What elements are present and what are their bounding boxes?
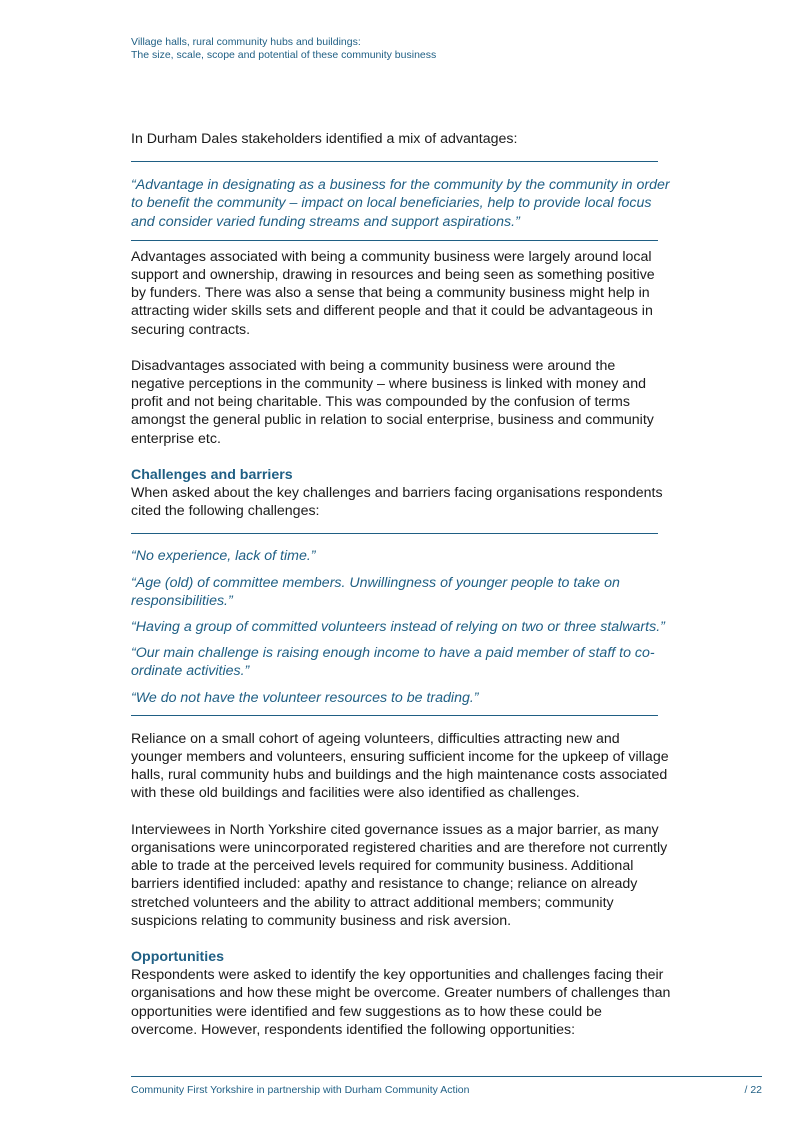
paragraph-advantages: Advantages associated with being a community business were largely around local support and ownership, drawing in resources and being seen as something positive by funders. There was also a sense that being a community business might help in attracting wider skills sets and different people and that it could be advantageous in securing contracts.: [131, 248, 655, 338]
intro-text: In Durham Dales stakeholders identified a mix of advantages:: [131, 131, 518, 147]
challenge-quote: “Having a group of committed volunteers instead of relying on two or three stalwarts.”: [131, 619, 665, 636]
quote-rule-bottom: [131, 240, 658, 241]
paragraph-reliance: Reliance on a small cohort of ageing volunteers, difficulties attracting new and younger members and volunteers, ensuring sufficient income for the upkeep of village halls, rural community hubs and buildings and the high maintenance costs associated with these old buildings and facilities were also identified as challenges.: [131, 730, 669, 802]
challenge-quote: “No experience, lack of time.”: [131, 548, 316, 565]
paragraph-disadvantages: Disadvantages associated with being a community business were around the negative perceptions in the community – where business is linked with money and profit and not being charitable. This was compounded by the confusion of terms amongst the general public in relation to social enterprise, business and community enterprise etc.: [131, 357, 654, 447]
heading-opportunities: Opportunities: [131, 948, 225, 965]
challenge-quote: “Age (old) of committee members. Unwillingness of younger people to take on responsibilities.”: [131, 574, 620, 609]
header-line-2: The size, scale, scope and potential of these community business: [131, 49, 437, 61]
page-number: / 22: [744, 1084, 762, 1096]
footer-rule: [131, 1076, 762, 1077]
challenges-quotes: [131, 534, 671, 706]
paragraph-governance: Interviewees in North Yorkshire cited governance issues as a major barrier, as many organisations were unincorporated registered charities and are therefore not currently able to trade at the perceived levels required for community business. Additional barriers identified included: apathy and resistance to change; reliance on already stretched volunteers and the ability to attract additional members; community suspicions relating to community business and risk aversion.: [131, 821, 668, 929]
heading-challenges: Challenges and barriers: [131, 466, 293, 483]
page-content: [131, 130, 671, 1039]
footer-credit: Community First Yorkshire in partnership with Durham Community Action: [131, 1084, 470, 1096]
challenges-intro: When asked about the key challenges and barriers facing organisations respondents cited the following challenges:: [131, 485, 663, 520]
opportunities-text: Respondents were asked to identify the key opportunities and challenges facing their organisations and how these might be overcome. Greater numbers of challenges than opportunities were identified and few suggestions as to how these could be overcome. However, respondents identified the following opportunities:: [131, 967, 671, 1038]
challenges-rule-bottom: [131, 715, 658, 716]
quote-rule-top: [131, 161, 658, 162]
running-header: [131, 36, 436, 62]
quote-advantages: “Advantage in designating as a business for the community by the community in order to benefit the community – impact on local beneficiaries, help to provide local focus and consider varied funding streams and support aspirations.”: [131, 177, 670, 230]
challenge-quote: “We do not have the volunteer resources to be trading.”: [131, 689, 479, 706]
header-line-1: Village halls, rural community hubs and buildings:: [131, 36, 361, 48]
challenge-quote: “Our main challenge is raising enough income to have a paid member of staff to co-ordinate activities.”: [131, 645, 655, 680]
